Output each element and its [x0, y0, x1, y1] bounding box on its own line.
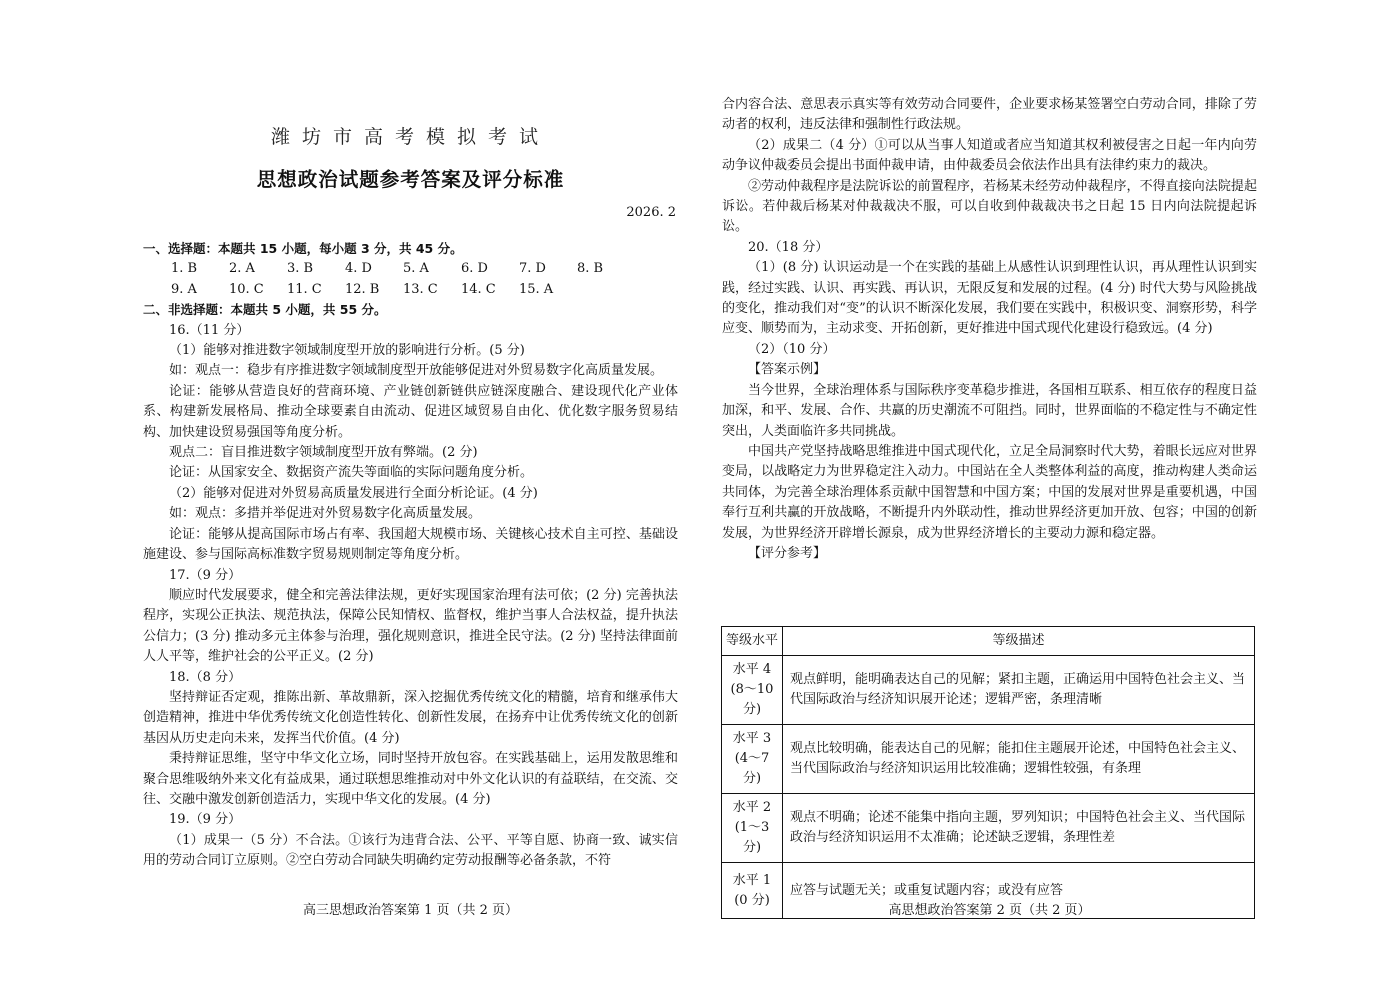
answer-row-1 [143, 259, 678, 279]
answer-item: 11. C [287, 281, 322, 297]
paragraph: （1）(8 分) 认识运动是一个在实践的基础上从感性认识到理性认识，再从理性认识到实践，经过实践、认识、再实践、再认识，无限反复和发展的过程。(4 分) 时代大势与风险挑战的变化，推动我们对“变”的认识不断深化发展，我们要在实践中，积极识变、洞察形势，科学应变、顺势而为，主动求变、开拓创新，更好推进中国式现代化建设行稳致远。(4 分) [722, 260, 1257, 337]
answer-item: 4. D [345, 261, 372, 277]
paragraph: 18.（8 分） [169, 669, 242, 685]
paragraph: 观点二：盲目推进数字领域制度型开放有弊端。(2 分) [169, 445, 478, 461]
exam-date: 2026. 2 [626, 205, 676, 220]
footer-page-2: 高思想政治答案第 2 页（共 2 页） [888, 903, 1091, 918]
paragraph: （2）能够对促进对外贸易高质量发展进行全面分析论证。(4 分) [169, 485, 538, 501]
table-cell-level [722, 794, 783, 863]
answer-item: 9. A [171, 281, 197, 297]
paragraph: （1）成果一（5 分）不合法。①该行为违背合法、公平、平等自愿、协商一致、诚实信用的劳动合同订立原则。②空白劳动合同缺失明确约定劳动报酬等必备条款，不符 [143, 832, 678, 869]
answer-item: 1. B [171, 261, 198, 277]
paragraph: 如：观点一：稳步有序推进数字领域制度型开放能够促进对外贸易数字化高质量发展。 [169, 363, 664, 379]
table-cell-desc: 观点不明确；论述不能集中指向主题，罗列知识；中国特色社会主义、当代国际政治与经济知识运用不太准确；论述缺乏逻辑，条理性差 [783, 794, 1255, 863]
level-name: 水平 3 [732, 731, 772, 746]
table-header-desc: 等级描述 [783, 627, 1255, 656]
level-range: (1～3 分) [734, 820, 770, 855]
table-header-level: 等级水平 [722, 627, 783, 656]
paragraph: 20.（18 分） [748, 239, 829, 255]
right-column [722, 95, 1257, 564]
section-heading-choice: 一、选择题：本题共 15 小题，每小题 3 分，共 45 分。 [143, 241, 463, 256]
table-row [722, 794, 1255, 863]
answer-item: 7. D [519, 261, 546, 277]
paragraph: 【答案示例】 [748, 362, 827, 378]
level-range: (4～7 分) [734, 751, 770, 786]
paragraph: （1）能够对推进数字领域制度型开放的影响进行分析。(5 分) [169, 343, 525, 359]
level-name: 水平 1 [732, 872, 772, 888]
paragraph: 17.（9 分） [169, 567, 242, 583]
paragraph: 19.（9 分） [169, 812, 242, 828]
level-name: 水平 2 [732, 800, 772, 815]
table-row [722, 725, 1255, 794]
exam-school-title: 潍坊市高考模拟考试 [270, 126, 550, 148]
answer-item: 10. C [229, 281, 264, 297]
paragraph: 坚持辩证否定观，推陈出新、革故鼎新，深入挖掘优秀传统文化的精髓，培育和继承伟大创造精神，推进中华优秀传统文化创造性转化、创新性发展，在扬弃中让优秀传统文化的创新基因从历史走向未来，发挥当代价值。(4 分) [143, 689, 678, 746]
answer-item: 5. A [403, 261, 429, 277]
answer-item: 2. A [229, 261, 255, 277]
paragraph: 论证：能够从营造良好的营商环境、产业链创新链供应链深度融合、建设现代化产业体系、构建新发展格局、推动全球要素自由流动、促进区域贸易自由化、优化数字服务贸易结构、加快建设贸易强国等角度分析。 [143, 383, 678, 440]
table-cell-level [722, 656, 783, 725]
answer-item: 6. D [461, 261, 488, 277]
page-title: 思想政治试题参考答案及评分标准 [256, 168, 565, 191]
paragraph: 当今世界，全球治理体系与国际秩序变革稳步推进，各国相互联系、相互依存的程度日益加深，和平、发展、合作、共赢的历史潮流不可阻挡。同时，世界面临的不稳定性与不确定性突出，人类面临许多共同挑战。 [722, 382, 1257, 439]
answer-item: 12. B [345, 281, 380, 297]
answer-item: 13. C [403, 281, 438, 297]
paragraph: 如：观点：多措并举促进对外贸易数字化高质量发展。 [169, 506, 482, 522]
paragraph: （2）成果二（4 分）①可以从当事人知道或者应当知道其权利被侵害之日起一年内向劳动争议仲裁委员会提出书面仲裁申请，由仲裁委员会依法作出具有法律约束力的裁决。 [722, 137, 1257, 174]
answer-item: 14. C [461, 281, 496, 297]
table-cell-desc: 应答与试题无关；或重复试题内容；或没有应答 [783, 863, 1255, 919]
table-cell-desc: 观点比较明确，能表达自己的见解；能扣住主题展开论述，中国特色社会主义、当代国际政治与经济知识运用比较准确；逻辑性较强，有条理 [783, 725, 1255, 794]
level-range: (8～10 分) [730, 682, 774, 717]
level-name: 水平 4 [732, 662, 772, 677]
answer-item: 15. A [519, 281, 554, 297]
paragraph: 【评分参考】 [748, 545, 827, 561]
paragraph: 合内容合法、意思表示真实等有效劳动合同要件，企业要求杨某签署空白劳动合同，排除了劳动者的权利，违反法律和强制性行政法规。 [722, 97, 1257, 133]
paragraph: （2）（10 分） [748, 341, 836, 357]
paragraph: 中国共产党坚持战略思维推进中国式现代化，立足全局洞察时代大势，着眼长远应对世界变局，以战略定力为世界稳定注入动力。中国站在全人类整体利益的高度，推动构建人类命运共同体，为完善全球治理体系贡献中国智慧和中国方案；中国的发展对世界是重要机遇，中国奉行互利共赢的开放战略，不断提升内外联动性，推动世界经济更加开放、包容；中国的创新发展，为世界经济开辟增长源泉，成为世界经济增长的主要动力源和稳定器。 [722, 443, 1257, 541]
answer-item: 3. B [287, 261, 314, 277]
answer-item: 8. B [577, 261, 604, 277]
table-header-row [722, 627, 1255, 656]
level-range: (0 分) [734, 892, 770, 908]
table-cell-desc: 观点鲜明，能明确表达自己的见解；紧扣主题，正确运用中国特色社会主义、当代国际政治与经济知识展开论述；逻辑严密，条理清晰 [783, 656, 1255, 725]
paragraph: 论证：从国家安全、数据资产流失等面临的实际问题角度分析。 [169, 465, 534, 481]
grading-table [721, 626, 1255, 919]
paragraph: 论证：能够从提高国际市场占有率、我国超大规模市场、关键核心技术自主可控、基础设施建设、参与国际高标准数字贸易规则制定等角度分析。 [143, 526, 678, 563]
paragraph: 秉持辩证思维，坚守中华文化立场，同时坚持开放包容。在实践基础上，运用发散思维和聚合思维吸纳外来文化有益成果，通过联想思维推动对中外文化认识的有益联结，在交流、交往、交融中激发创新创造活力，实现中华文化的发展。(4 分) [143, 751, 678, 807]
table-cell-level [722, 725, 783, 794]
table-row [722, 656, 1255, 725]
footer-page-1: 高三思想政治答案第 1 页（共 2 页） [302, 903, 519, 918]
answer-row-2 [143, 280, 678, 300]
left-column [143, 239, 678, 872]
paragraph: ②劳动仲裁程序是法院诉讼的前置程序，若杨某未经劳动仲裁程序，不得直接向法院提起诉讼。若仲裁后杨某对仲裁裁决不服，可以自收到仲裁裁决书之日起 15 日内向法院提起诉讼。 [722, 178, 1257, 235]
paragraph: 16.（11 分） [169, 322, 250, 338]
section-heading-nonchoice: 二、非选择题：本题共 5 小题，共 55 分。 [143, 302, 387, 318]
paragraph: 顺应时代发展要求，健全和完善法律法规，更好实现国家治理有法可依；(2 分) 完善执法程序，实现公正执法、规范执法，保障公民知情权、监督权，维护当事人合法权益，提升执法公信力；(3 分) 推动多元主体参与治理，强化规则意识，推进全民守法。(2 分) 坚持法律面前人人平等，维护社会的公平正义。(2 分) [143, 587, 678, 665]
